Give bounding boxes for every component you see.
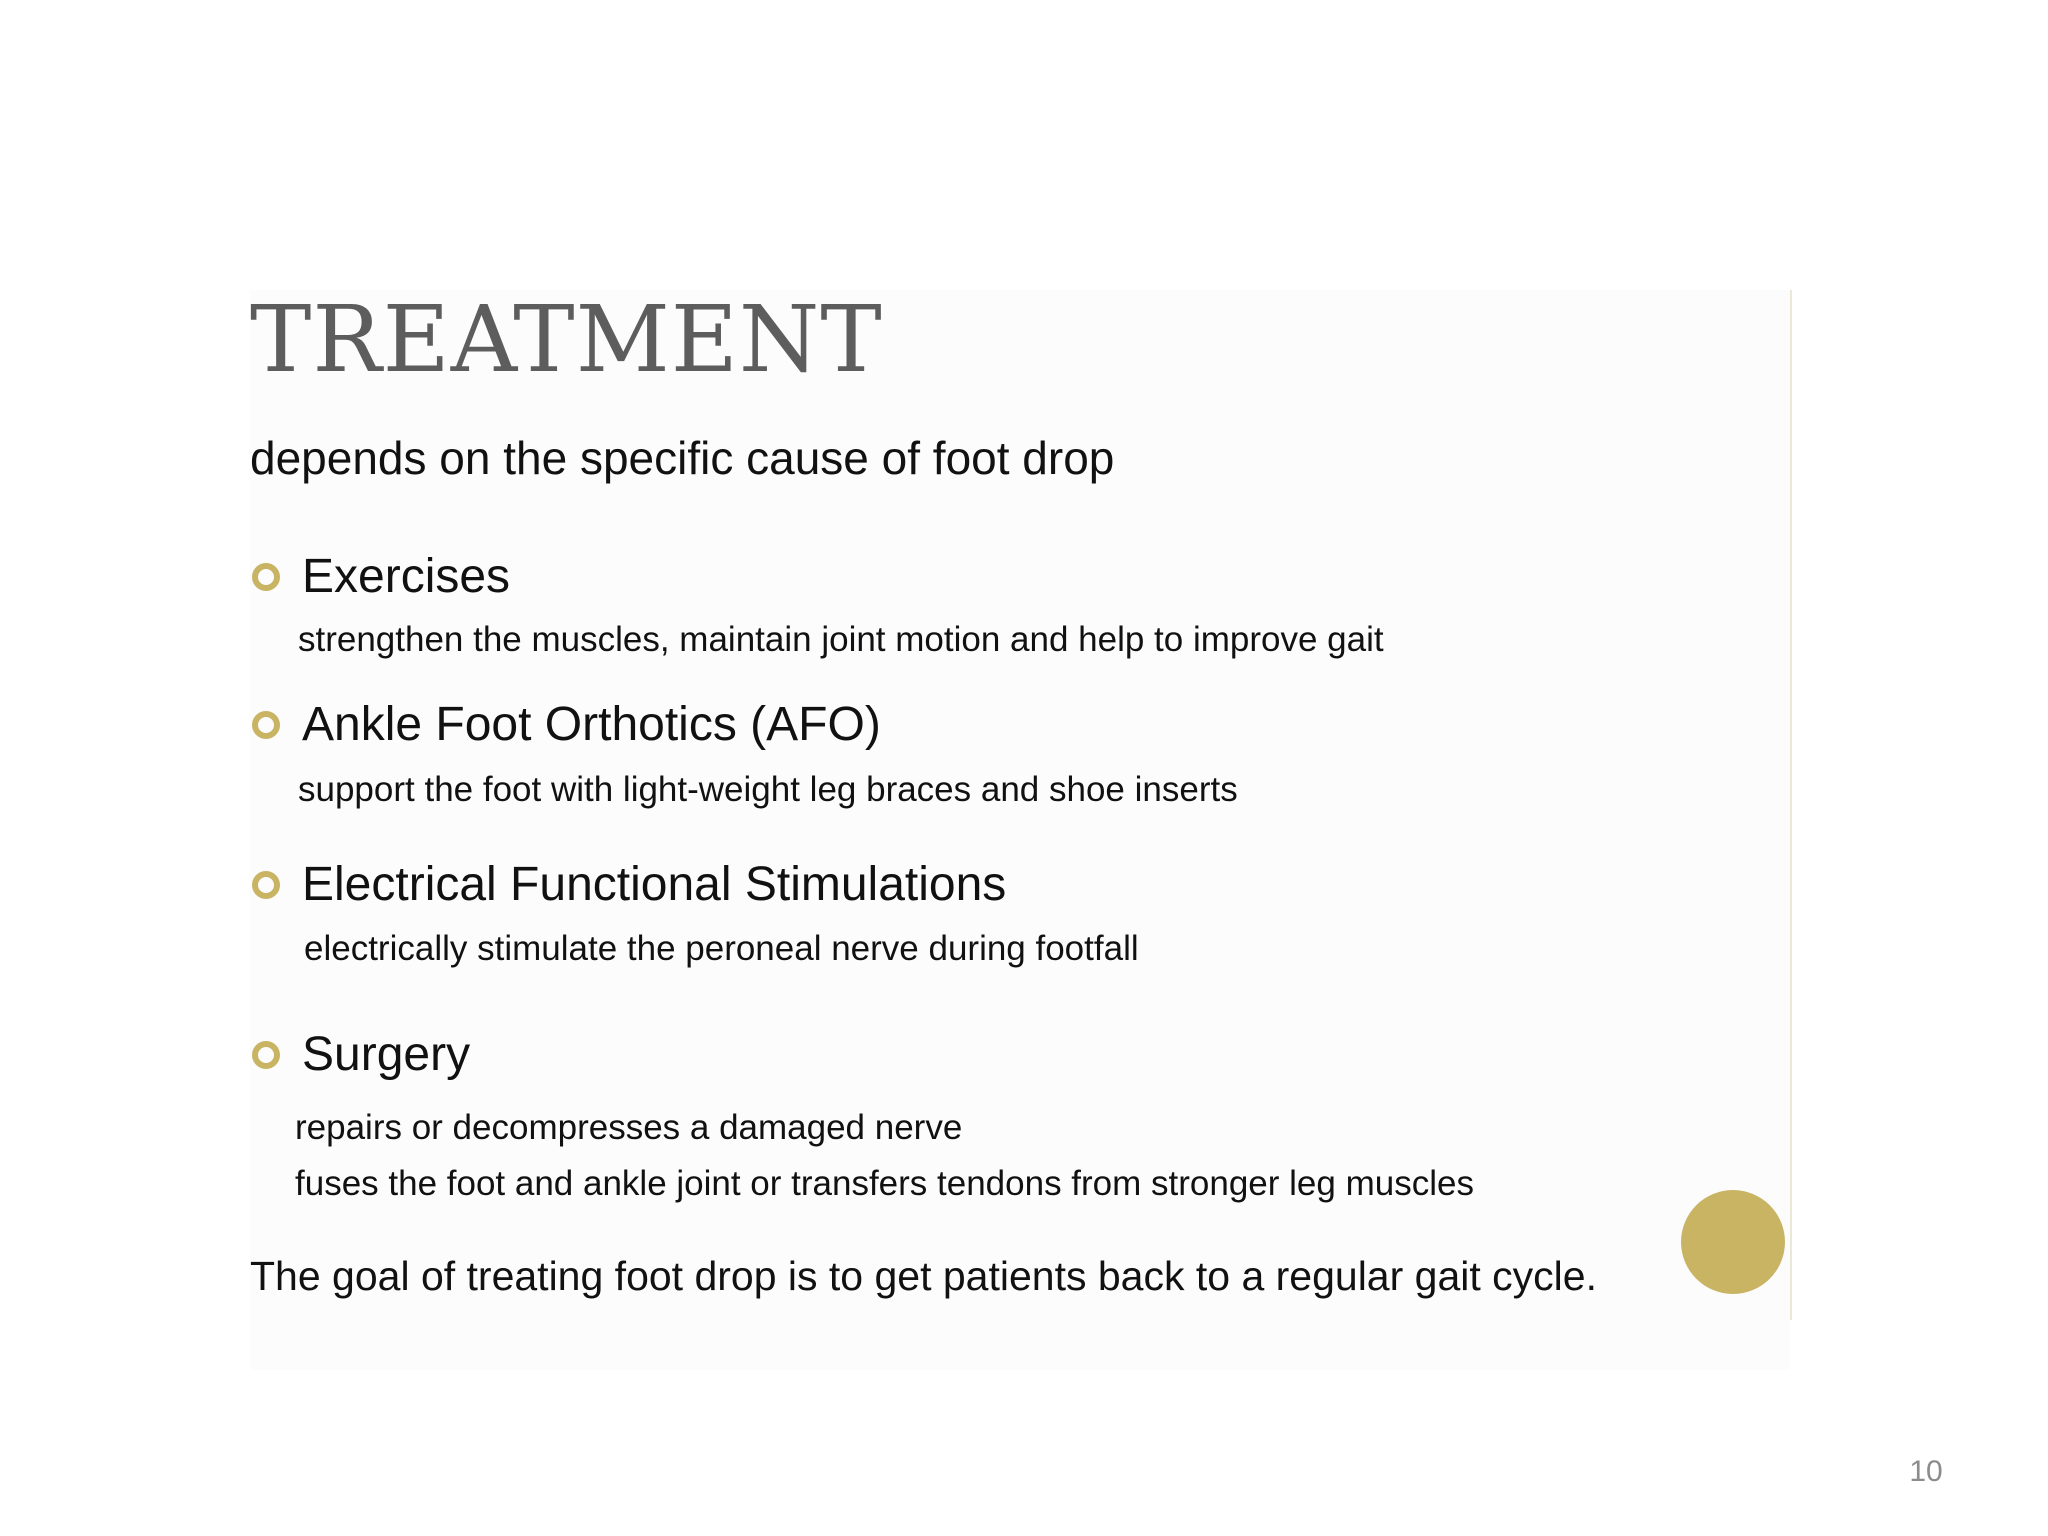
vertical-divider-line — [1790, 290, 1792, 1320]
bullet-surgery — [252, 1026, 470, 1084]
bullet-ring-icon — [252, 563, 280, 591]
bullet-detail: strengthen the muscles, maintain joint motion and help to improve gait — [298, 620, 1384, 659]
bullet-ring-icon — [252, 711, 280, 739]
bullet-ring-icon — [252, 1041, 280, 1069]
bullet-detail: repairs or decompresses a damaged nerve — [295, 1108, 963, 1147]
bullet-exercises — [252, 548, 510, 606]
slide-title: TREATMENT — [250, 286, 883, 393]
bullet-label: Exercises — [302, 550, 511, 603]
bullet-label: Surgery — [302, 1028, 471, 1081]
bullet-electrical-stimulations — [252, 856, 1006, 914]
bullet-ring-icon — [252, 871, 280, 899]
page-number: 10 — [1909, 1455, 1943, 1488]
bullet-detail: fuses the foot and ankle joint or transfers tendons from stronger leg muscles — [295, 1164, 1474, 1203]
bullet-detail: electrically stimulate the peroneal nerve during footfall — [304, 929, 1139, 968]
decorative-gold-circle — [1681, 1190, 1785, 1294]
slide-subtitle: depends on the specific cause of foot drop — [250, 432, 1115, 484]
bullet-label: Electrical Functional Stimulations — [302, 858, 1007, 911]
bullet-ankle-foot-orthotics — [252, 696, 881, 754]
bullet-label: Ankle Foot Orthotics (AFO) — [302, 698, 881, 751]
bullet-detail: support the foot with light-weight leg braces and shoe inserts — [298, 770, 1238, 809]
goal-statement: The goal of treating foot drop is to get patients back to a regular gait cycle. — [250, 1253, 1597, 1299]
